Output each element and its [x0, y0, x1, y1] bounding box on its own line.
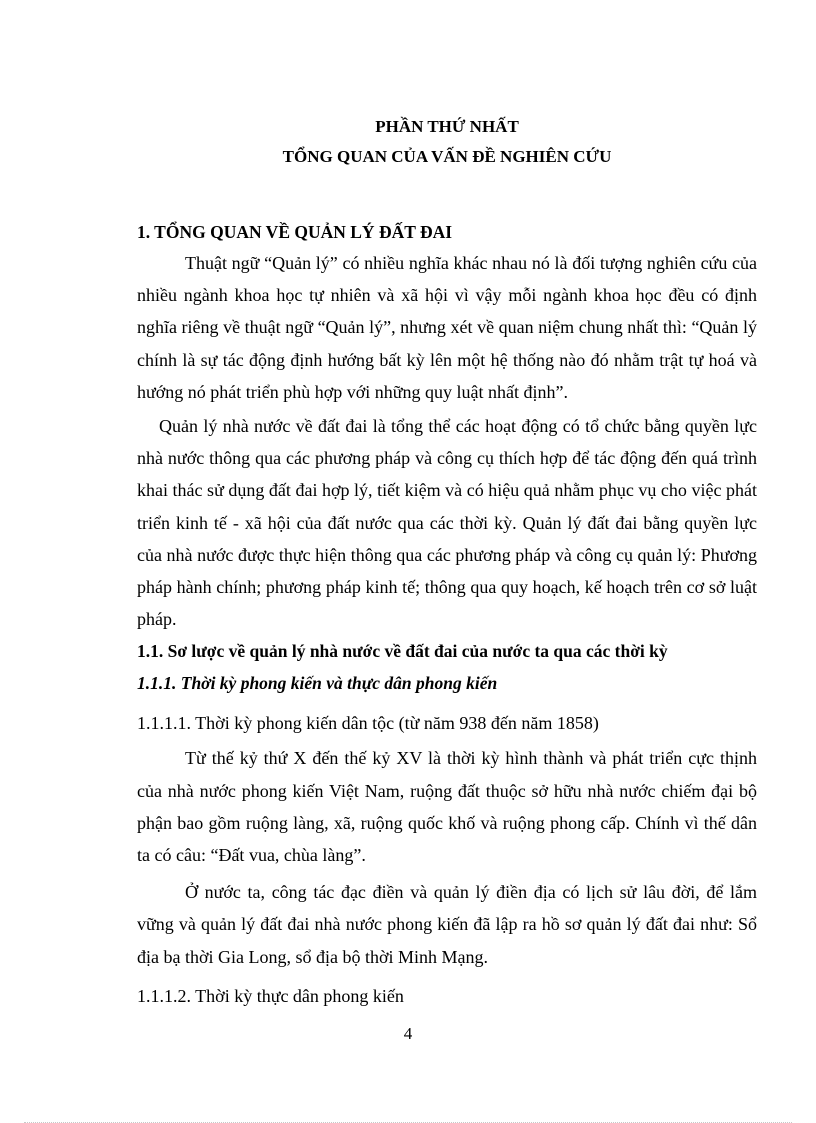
part-title: PHẦN THỨ NHẤT: [375, 117, 519, 136]
section-1-1-1-1-paragraph-2: Ở nước ta, công tác đạc điền và quản lý điền địa có lịch sử lâu đời, để lắm vững và quản lý đất đai nhà nước phong kiến đã lập ra hồ sơ quản lý đất đai như: Sổ địa bạ thời Gia Long, sổ địa bộ thời Minh Mạng.: [137, 882, 757, 967]
part-subtitle: TỔNG QUAN CỦA VẤN ĐỀ NGHIÊN CỨU: [282, 147, 612, 166]
section-1-1-1-2-heading: 1.1.1.2. Thời kỳ thực dân phong kiến: [137, 985, 404, 1006]
section-1-paragraph-2: Quản lý nhà nước về đất đai là tổng thể các hoạt động có tổ chức bằng quyền lực nhà nước thông qua các phương pháp và công cụ thích hợp để tác động đến quá trình khai thác sử dụng đất đai hợp lý, tiết kiệm và có hiệu quả nhằm phục vụ cho việc phát triển kinh tế - xã hội của đất nước qua các thời kỳ. Quản lý đất đai bằng quyền lực của nhà nước được thực hiện thông qua các phương pháp và công cụ quản lý: Phương pháp hành chính; phương pháp kinh tế; thông qua quy hoạch, kế hoạch trên cơ sở luật pháp.: [137, 416, 757, 630]
section-1-paragraph-1: Thuật ngữ “Quản lý” có nhiều nghĩa khác nhau nó là đối tượng nghiên cứu của nhiều ngành khoa học tự nhiên và xã hội vì vậy mỗi ngành khoa học đều có định nghĩa riêng về thuật ngữ “Quản lý”, nhưng xét về quan niệm chung nhất thì: “Quản lý chính là sự tác động định hướng bất kỳ lên một hệ thống nào đó nhằm trật tự hoá và hướng nó phát triển phù hợp với những quy luật nhất định”.: [137, 253, 757, 402]
section-1-1-heading: 1.1. Sơ lược về quản lý nhà nước về đất đai của nước ta qua các thời kỳ: [137, 641, 668, 662]
section-1-1-1-1-paragraph-1: Từ thế kỷ thứ X đến thế kỷ XV là thời kỳ hình thành và phát triển cực thịnh của nhà nước phong kiến Việt Nam, ruộng đất thuộc sở hữu nhà nước chiếm đại bộ phận bao gồm ruộng làng, xã, ruộng quốc khố và ruộng phong cấp. Chính vì thế dân ta có câu: “Đất vua, chùa làng”.: [137, 748, 757, 866]
page-number: 4: [403, 1024, 413, 1043]
page-content: [137, 112, 757, 1011]
section-1-1-1-heading: 1.1.1. Thời kỳ phong kiến và thực dân phong kiến: [137, 673, 498, 694]
section-1-heading: 1. TỔNG QUAN VỀ QUẢN LÝ ĐẤT ĐAI: [137, 222, 453, 242]
section-1-1-1-1-heading: 1.1.1.1. Thời kỳ phong kiến dân tộc (từ năm 938 đến năm 1858): [137, 713, 599, 734]
